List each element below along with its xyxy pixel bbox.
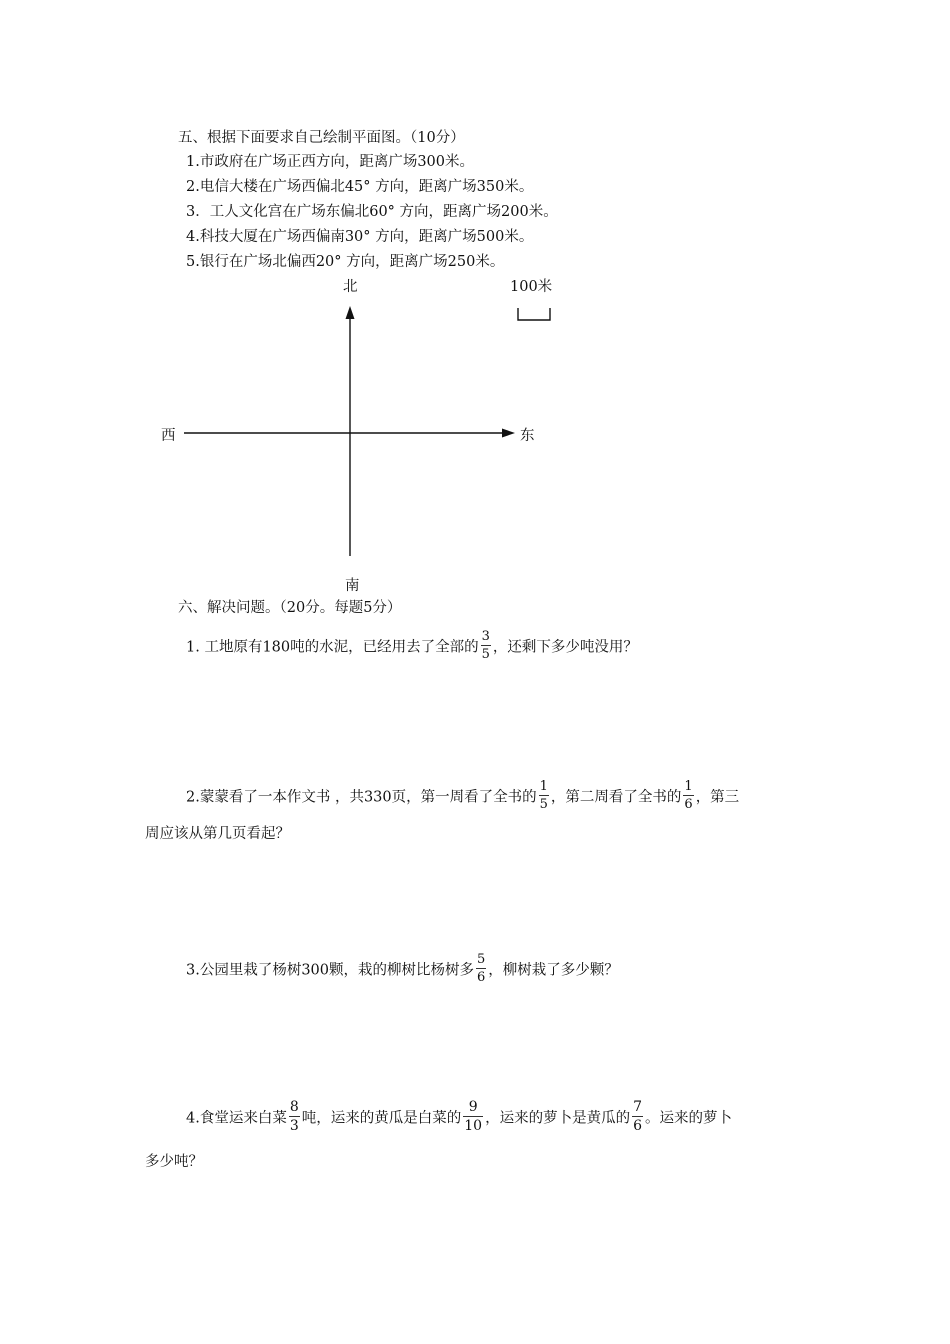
question-4-text: ，运来的萝卜是黄瓜的 <box>485 1110 631 1127</box>
question-4-text: 4.食堂运来白菜 <box>186 1110 287 1127</box>
question-3 <box>186 952 619 986</box>
denominator: 10 <box>464 1118 483 1134</box>
compass-diagram <box>0 0 950 620</box>
fraction <box>539 780 549 811</box>
numerator: 7 <box>633 1099 643 1115</box>
numerator: 1 <box>539 779 548 794</box>
denominator: 5 <box>481 647 490 662</box>
numerator: 9 <box>468 1099 478 1115</box>
north-arrowhead <box>346 306 355 319</box>
section-5-item-3: 3．工人文化宫在广场东偏北60° 方向，距离广场200米。 <box>186 204 558 220</box>
west-label: 西 <box>161 428 176 444</box>
question-4-text: 。运来的萝卜 <box>645 1110 733 1127</box>
fraction <box>463 1100 483 1133</box>
denominator: 6 <box>477 970 486 985</box>
question-4-line-2: 多少吨？ <box>145 1154 203 1170</box>
section-5-item-2: 2.电信大楼在广场西偏北45° 方向，距离广场350米。 <box>186 179 534 195</box>
east-arrowhead <box>502 429 515 438</box>
question-2-text: ，第二周看了全书的 <box>550 789 682 806</box>
question-4 <box>186 1099 733 1135</box>
fraction <box>632 1100 643 1133</box>
east-label: 东 <box>520 428 535 444</box>
denominator: 3 <box>289 1118 299 1134</box>
question-2-text: 2.蒙蒙看了一本作文书 ，共330页，第一周看了全书的 <box>186 789 537 806</box>
fraction <box>289 1100 300 1133</box>
fraction <box>683 780 693 811</box>
numerator: 3 <box>481 629 490 644</box>
section-5-item-5: 5.银行在广场北偏西20° 方向，距离广场250米。 <box>186 254 505 270</box>
south-label: 南 <box>345 578 360 594</box>
denominator: 6 <box>633 1118 643 1134</box>
question-2-line-2: 周应该从第几页看起？ <box>145 826 290 842</box>
section-5-title: 五、根据下面要求自己绘制平面图。（10分） <box>178 130 465 146</box>
question-2 <box>186 779 740 813</box>
denominator: 5 <box>539 797 548 812</box>
question-4-text: 吨，运来的黄瓜是白菜的 <box>301 1110 462 1127</box>
north-label: 北 <box>343 279 358 295</box>
numerator: 1 <box>684 779 693 794</box>
scale-bar <box>518 308 550 320</box>
fraction <box>476 953 486 984</box>
section-6-title: 六、解决问题。（20分。每题5分） <box>178 600 402 616</box>
numerator: 8 <box>289 1099 299 1115</box>
question-1-text-end: ，还剩下多少吨没用？ <box>492 639 638 656</box>
question-2-text: ，第三 <box>695 789 740 806</box>
denominator: 6 <box>684 797 693 812</box>
fraction <box>481 630 491 661</box>
numerator: 5 <box>477 952 486 967</box>
scale-label: 100米 <box>510 279 553 295</box>
question-1-text: 1. 工地原有180吨的水泥，已经用去了全部的 <box>186 639 479 656</box>
section-5-item-4: 4.科技大厦在广场西偏南30° 方向，距离广场500米。 <box>186 229 534 245</box>
question-3-text: 3.公园里栽了杨树300颗，栽的柳树比杨树多 <box>186 962 475 979</box>
question-1 <box>186 629 638 663</box>
section-5-item-1: 1.市政府在广场正西方向，距离广场300米。 <box>186 154 475 170</box>
question-3-text-end: ，柳树栽了多少颗？ <box>488 962 619 979</box>
